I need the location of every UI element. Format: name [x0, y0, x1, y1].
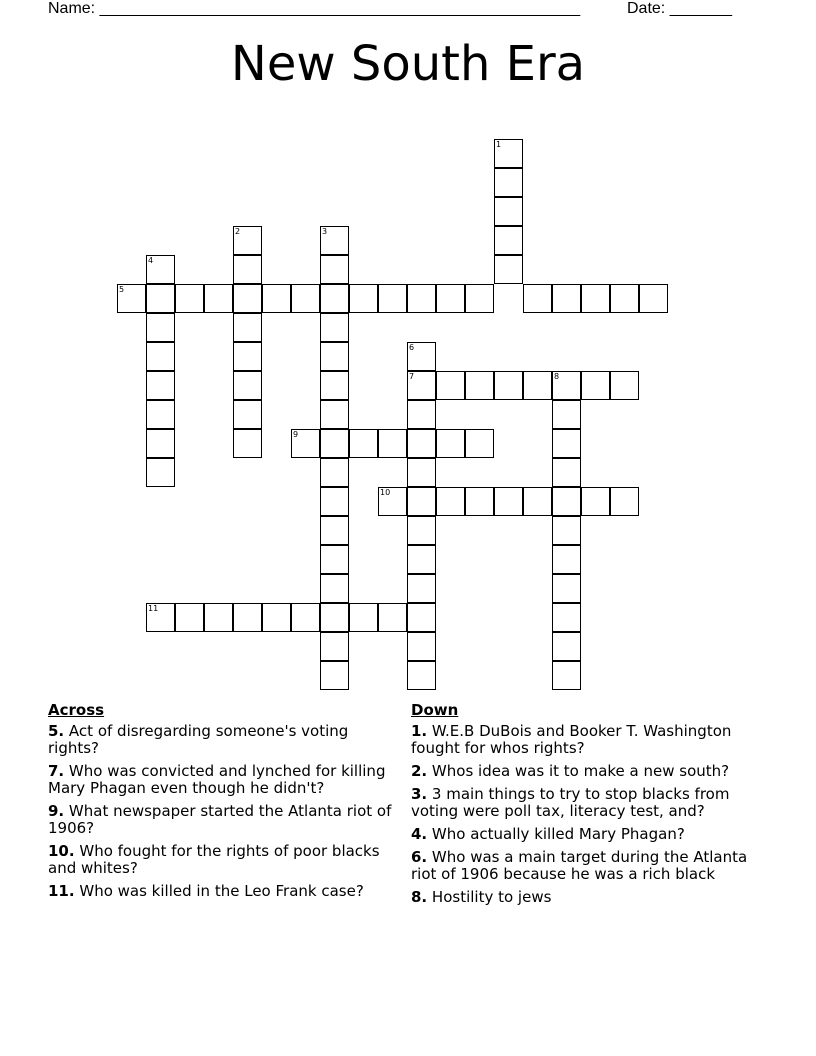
clue-text: Hostility to jews	[431, 888, 552, 906]
grid-cell[interactable]	[465, 371, 494, 400]
grid-cell[interactable]	[146, 400, 175, 429]
grid-cell[interactable]	[552, 487, 581, 516]
grid-cell[interactable]	[494, 226, 523, 255]
grid-cell[interactable]	[320, 226, 349, 255]
grid-cell[interactable]	[436, 487, 465, 516]
grid-cell[interactable]	[581, 487, 610, 516]
grid-cell[interactable]	[146, 371, 175, 400]
grid-cell[interactable]	[436, 284, 465, 313]
clue-text: Who was killed in the Leo Frank case?	[79, 882, 364, 900]
grid-cell[interactable]	[291, 429, 320, 458]
grid-cell[interactable]	[407, 284, 436, 313]
grid-cell[interactable]	[233, 400, 262, 429]
clue-down-1	[411, 723, 763, 757]
grid-cell[interactable]	[320, 284, 349, 313]
grid-cell[interactable]	[378, 487, 407, 516]
grid-cell[interactable]	[552, 603, 581, 632]
clue-text: What newspaper started the Atlanta riot of 1906?	[48, 802, 392, 837]
grid-cell[interactable]	[436, 429, 465, 458]
clue-text: Who actually killed Mary Phagan?	[431, 825, 685, 843]
cell-number: 3	[322, 227, 328, 236]
grid-cell[interactable]	[407, 516, 436, 545]
date-field: Date: _______	[627, 0, 732, 17]
clue-number: 3.	[411, 785, 428, 803]
grid-cell[interactable]	[349, 429, 378, 458]
grid-cell[interactable]	[320, 255, 349, 284]
page-title: New South Era	[230, 36, 586, 92]
grid-cell[interactable]	[407, 603, 436, 632]
grid-cell[interactable]	[407, 545, 436, 574]
clue-text: Act of disregarding someone's voting rights?	[48, 722, 349, 757]
grid-cell[interactable]	[146, 429, 175, 458]
grid-cell[interactable]	[320, 516, 349, 545]
cell-number: 11	[148, 604, 159, 613]
clue-text: Who was convicted and lynched for killing Mary Phagan even though he didn't?	[48, 762, 386, 797]
grid-cell[interactable]	[175, 603, 204, 632]
clue-number: 6.	[411, 848, 428, 866]
grid-cell[interactable]	[494, 371, 523, 400]
clue-down-3	[411, 786, 763, 820]
clue-across-5	[48, 723, 393, 757]
cell-number: 2	[235, 227, 241, 236]
clue-number: 1.	[411, 722, 428, 740]
grid-cell[interactable]	[407, 342, 436, 371]
grid-cell[interactable]	[494, 139, 523, 168]
grid-cell[interactable]	[407, 574, 436, 603]
clue-down-6	[411, 849, 763, 883]
grid-cell[interactable]	[320, 400, 349, 429]
grid-cell[interactable]	[465, 487, 494, 516]
grid-cell[interactable]	[552, 516, 581, 545]
grid-cell[interactable]	[146, 255, 175, 284]
grid-cell[interactable]	[117, 284, 146, 313]
clue-number: 11.	[48, 882, 75, 900]
grid-cell[interactable]	[146, 284, 175, 313]
grid-cell[interactable]	[494, 197, 523, 226]
clue-down-2	[411, 763, 763, 780]
grid-cell[interactable]	[349, 284, 378, 313]
clue-text: Who fought for the rights of poor blacks and whites?	[48, 842, 380, 877]
clue-number: 2.	[411, 762, 428, 780]
grid-cell[interactable]	[407, 371, 436, 400]
grid-cell[interactable]	[320, 661, 349, 690]
grid-cell[interactable]	[291, 284, 320, 313]
grid-cell[interactable]	[436, 371, 465, 400]
clue-across-7	[48, 763, 393, 797]
grid-cell[interactable]	[581, 284, 610, 313]
cell-number: 6	[409, 343, 415, 352]
across-heading: Across	[48, 701, 105, 719]
grid-cell[interactable]	[378, 284, 407, 313]
cell-number: 8	[554, 372, 560, 381]
grid-cell[interactable]	[639, 284, 668, 313]
grid-cell[interactable]	[552, 545, 581, 574]
clue-number: 7.	[48, 762, 65, 780]
grid-cell[interactable]	[494, 487, 523, 516]
across-clues	[48, 702, 393, 906]
grid-cell[interactable]	[552, 458, 581, 487]
grid-cell[interactable]	[378, 603, 407, 632]
grid-cell[interactable]	[320, 458, 349, 487]
clue-down-4	[411, 826, 763, 843]
grid-cell[interactable]	[233, 603, 262, 632]
clue-across-11	[48, 883, 393, 900]
grid-cell[interactable]	[378, 429, 407, 458]
grid-cell[interactable]	[552, 574, 581, 603]
grid-cell[interactable]	[552, 429, 581, 458]
grid-cell[interactable]	[204, 603, 233, 632]
clue-across-9	[48, 803, 393, 837]
grid-cell[interactable]	[610, 371, 639, 400]
cell-number: 4	[148, 256, 154, 265]
grid-cell[interactable]	[233, 371, 262, 400]
grid-cell[interactable]	[349, 603, 378, 632]
grid-cell[interactable]	[320, 371, 349, 400]
cell-number: 7	[409, 372, 415, 381]
grid-cell[interactable]	[320, 342, 349, 371]
grid-cell[interactable]	[233, 255, 262, 284]
grid-cell[interactable]	[291, 603, 320, 632]
clue-text: Who was a main target during the Atlanta riot of 1906 because he was a rich black	[411, 848, 748, 883]
clue-text: Whos idea was it to make a new south?	[431, 762, 730, 780]
grid-cell[interactable]	[465, 429, 494, 458]
grid-cell[interactable]	[610, 487, 639, 516]
grid-cell[interactable]	[552, 632, 581, 661]
clue-number: 9.	[48, 802, 65, 820]
down-clues	[411, 702, 763, 912]
clue-number: 4.	[411, 825, 428, 843]
grid-cell[interactable]	[552, 661, 581, 690]
grid-cell[interactable]	[407, 661, 436, 690]
grid-cell[interactable]	[523, 371, 552, 400]
grid-cell[interactable]	[610, 284, 639, 313]
grid-cell[interactable]	[204, 284, 233, 313]
grid-cell[interactable]	[552, 371, 581, 400]
grid-cell[interactable]	[407, 458, 436, 487]
clue-across-10	[48, 843, 393, 877]
grid-cell[interactable]	[146, 313, 175, 342]
grid-cell[interactable]	[262, 284, 291, 313]
cell-number: 9	[293, 430, 299, 439]
grid-cell[interactable]	[233, 429, 262, 458]
grid-cell[interactable]	[523, 284, 552, 313]
grid-cell[interactable]	[320, 429, 349, 458]
grid-cell[interactable]	[523, 487, 552, 516]
grid-cell[interactable]	[233, 342, 262, 371]
clue-number: 5.	[48, 722, 65, 740]
grid-cell[interactable]	[320, 603, 349, 632]
clue-number: 10.	[48, 842, 75, 860]
grid-cell[interactable]	[552, 284, 581, 313]
grid-cell[interactable]	[552, 400, 581, 429]
clue-number: 8.	[411, 888, 428, 906]
grid-cell[interactable]	[233, 313, 262, 342]
grid-cell[interactable]	[407, 487, 436, 516]
grid-cell[interactable]	[320, 545, 349, 574]
grid-cell[interactable]	[146, 342, 175, 371]
grid-cell[interactable]	[233, 284, 262, 313]
cell-number: 1	[496, 140, 502, 149]
grid-cell[interactable]	[175, 284, 204, 313]
clue-down-8	[411, 889, 763, 906]
down-heading: Down	[411, 701, 459, 719]
cell-number: 10	[380, 488, 391, 497]
name-field: Name: ______________________________________________________	[48, 0, 581, 17]
grid-cell[interactable]	[320, 487, 349, 516]
grid-cell[interactable]	[407, 400, 436, 429]
grid-cell[interactable]	[465, 284, 494, 313]
cell-number: 5	[119, 285, 125, 294]
grid-cell[interactable]	[320, 632, 349, 661]
clue-text: W.E.B DuBois and Booker T. Washington fought for whos rights?	[411, 722, 732, 757]
clue-text: 3 main things to try to stop blacks from voting were poll tax, literacy test, and?	[411, 785, 730, 820]
grid-cell[interactable]	[407, 429, 436, 458]
grid-cell[interactable]	[146, 458, 175, 487]
grid-cell[interactable]	[233, 226, 262, 255]
grid-cell[interactable]	[262, 603, 291, 632]
grid-cell[interactable]	[581, 371, 610, 400]
grid-cell[interactable]	[146, 603, 175, 632]
grid-cell[interactable]	[320, 574, 349, 603]
grid-cell[interactable]	[320, 313, 349, 342]
grid-cell[interactable]	[407, 632, 436, 661]
grid-cell[interactable]	[494, 168, 523, 197]
grid-cell[interactable]	[494, 255, 523, 284]
